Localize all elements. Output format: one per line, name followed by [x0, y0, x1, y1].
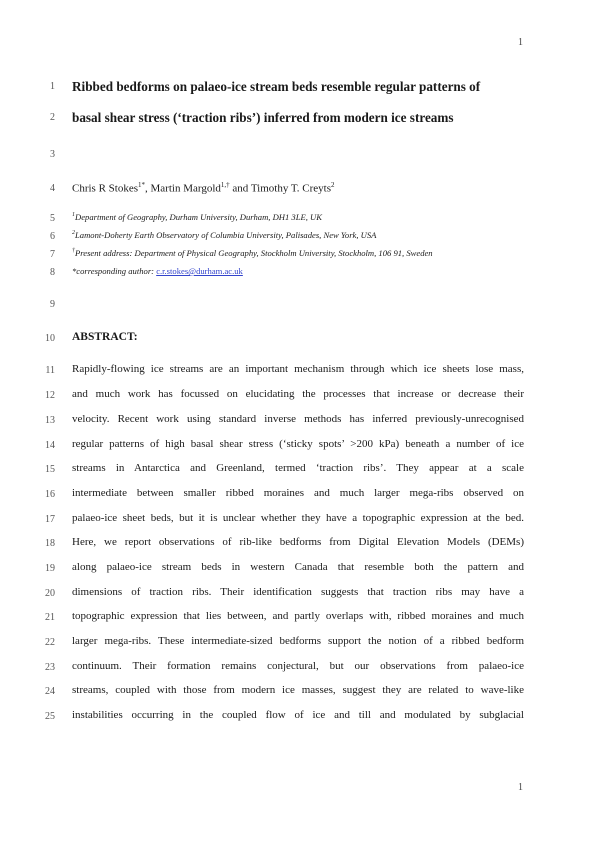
line-number: 3: [50, 149, 55, 160]
abstract-line: velocity. Recent work using standard inverse methods has inferred previously-unrecognised: [72, 413, 524, 425]
abstract-line: streams in Antarctica and Greenland, termed ‘traction ribs’. They appear at a scale: [72, 462, 524, 474]
line-number: 17: [45, 514, 55, 525]
affiliation-text: Present address: Department of Physical Geography, Stockholm University, Stockholm, 106 91, Sweden: [75, 248, 433, 258]
author-list: [72, 181, 524, 195]
line-number: 15: [45, 464, 55, 475]
line-number: 4: [50, 183, 55, 194]
title-line: basal shear stress (‘traction ribs’) inferred from modern ice streams: [72, 110, 454, 125]
author-affiliation-mark: 1*: [138, 181, 146, 189]
abstract-line: topographic expression that lies between, and partly overlaps with, ribbed moraines and much: [72, 610, 524, 622]
author-name: , Martin Margold: [145, 182, 221, 195]
author-name: and Timothy T. Creyts: [229, 182, 331, 195]
abstract-line: dimensions of traction ribs. Their identification suggests that traction ribs may have a: [72, 586, 524, 598]
affiliation-text: Department of Geography, Durham University, Durham, DH1 3LE, UK: [75, 212, 322, 222]
abstract-line: palaeo-ice sheet beds, but it is unclear whether they have a topographic expression at the bed.: [72, 512, 524, 524]
abstract-line: continuum. Their formation remains conjectural, but our observations from palaeo-ice: [72, 660, 524, 672]
affiliation: [72, 212, 524, 222]
line-number: 2: [50, 112, 55, 123]
title-line: Ribbed bedforms on palaeo-ice stream beds resemble regular patterns of: [72, 79, 481, 94]
line-number: 23: [45, 662, 55, 673]
line-number: 19: [45, 563, 55, 574]
abstract-line: intermediate between smaller ribbed moraines and much larger mega-ribs observed on: [72, 487, 524, 499]
author-affiliation-mark: 1,†: [220, 181, 230, 189]
line-number: 5: [50, 213, 55, 224]
affiliation-mark: 1: [72, 212, 75, 219]
abstract-line: Rapidly-flowing ice streams are an important mechanism through which ice sheets lose mass,: [72, 363, 524, 375]
line-number: 16: [45, 489, 55, 500]
line-number: 21: [45, 612, 55, 623]
abstract-line: and much work has focussed on elucidating the processes that increase or decrease their: [72, 388, 524, 400]
author-affiliation-mark: 2: [331, 181, 335, 189]
line-number: 7: [50, 249, 55, 260]
abstract-heading: ABSTRACT:: [72, 331, 138, 343]
abstract-line: larger mega-ribs. These intermediate-sized bedforms support the notion of a ribbed bedform: [72, 635, 524, 647]
corresponding-author: [72, 266, 524, 276]
page-number-top: 1: [518, 37, 523, 48]
line-number: 8: [50, 267, 55, 278]
line-number: 10: [45, 333, 55, 344]
abstract-line: streams, coupled with those from modern ice masses, suggest they are related to wave-like: [72, 684, 524, 696]
abstract-line: regular patterns of high basal shear stress (‘sticky spots’ >200 kPa) beneath a number of ice: [72, 438, 524, 450]
line-number: 9: [50, 299, 55, 310]
line-number: 12: [45, 390, 55, 401]
line-number: 18: [45, 538, 55, 549]
affiliation-mark: †: [72, 248, 75, 255]
line-number: 25: [45, 711, 55, 722]
abstract-line: instabilities occurring in the coupled flow of ice and till and modulated by subglacial: [72, 709, 524, 721]
line-number: 20: [45, 588, 55, 599]
affiliation-mark: 2: [72, 230, 75, 237]
corresponding-label: *corresponding author:: [72, 266, 157, 276]
affiliation: [72, 230, 524, 240]
author-name: Chris R Stokes: [72, 182, 139, 195]
affiliation: [72, 248, 524, 258]
email-link[interactable]: c.r.stokes@durham.ac.uk: [156, 266, 243, 276]
abstract-line: Here, we report observations of rib-like bedforms from Digital Elevation Models (DEMs): [72, 536, 524, 548]
line-number: 1: [50, 81, 55, 92]
line-number: 24: [45, 686, 55, 697]
line-number: 11: [45, 365, 55, 376]
abstract-line: along palaeo-ice stream beds in western Canada that resemble both the pattern and: [72, 561, 524, 573]
page-number-bottom: 1: [518, 782, 523, 793]
affiliation-text: Lamont-Doherty Earth Observatory of Columbia University, Palisades, New York, USA: [75, 230, 377, 240]
line-number: 22: [45, 637, 55, 648]
line-number: 6: [50, 231, 55, 242]
line-number: 13: [45, 415, 55, 426]
line-number: 14: [45, 440, 55, 451]
